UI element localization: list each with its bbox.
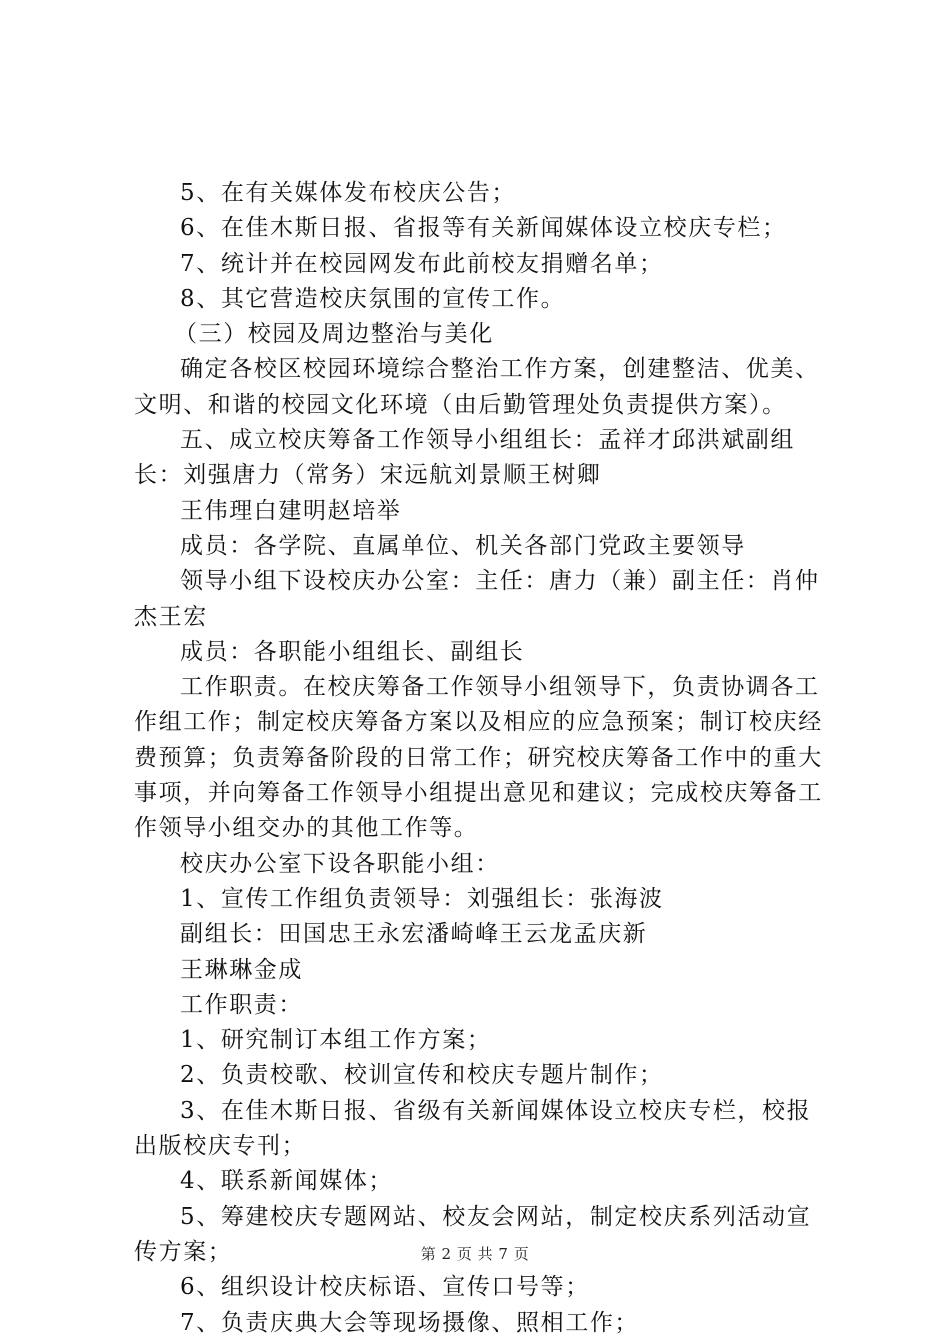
paragraph: 6、在佳木斯日报、省报等有关新闻媒体设立校庆专栏； <box>180 215 787 242</box>
paragraph: 成员：各职能小组组长、副组长 <box>180 638 525 665</box>
paragraph: 王伟理白建明赵培举 <box>180 497 402 524</box>
paragraph: 3、在佳木斯日报、省级有关新闻媒体设立校庆专栏，校报出版校庆专刊； <box>134 1097 812 1160</box>
paragraph: 5、筹建校庆专题网站、校友会网站，制定校庆系列活动宣传方案； <box>134 1203 812 1265</box>
paragraph: 8、其它营造校庆氛围的宣传工作。 <box>180 285 566 312</box>
paragraph: 工作职责： <box>180 991 303 1018</box>
paragraph: 5、在有关媒体发布校庆公告； <box>180 180 517 206</box>
paragraph: 7、负责庆典大会等现场摄像、照相工作； <box>180 1309 640 1336</box>
paragraph: 副组长：田国忠王永宏潘崎峰王云龙孟庆新 <box>180 921 648 948</box>
paragraph: 工作职责。在校庆筹备工作领导小组领导下，负责协调各工作组工作；制定校庆筹备方案以及相应的应急预案；制订校庆经费预算；负责筹备阶段的日常工作；研究校庆筹备工作中的重大事项，并向筹备工作领导小组提出意见和建议；完成校庆筹备工作领导小组交办的其他工作等。 <box>134 674 823 842</box>
document-body <box>134 176 834 1341</box>
paragraph: 领导小组下设校庆办公室：主任：唐力（兼）副主任：肖仲杰王宏 <box>134 568 820 630</box>
paragraph: 确定各校区校园环境综合整治工作方案，创建整洁、优美、文明、和谐的校园文化环境（由后勤管理处负责提供方案）。 <box>134 356 820 418</box>
section-heading: （三）校园及周边整治与美化 <box>174 321 494 348</box>
paragraph: 7、统计并在校园网发布此前校友捐赠名单； <box>180 250 664 277</box>
page-number: 第 2 页 共 7 页 <box>420 1245 530 1263</box>
paragraph: 校庆办公室下设各职能小组： <box>180 850 500 877</box>
paragraph: 1、研究制订本组工作方案； <box>180 1027 492 1054</box>
paragraph: 4、联系新闻媒体； <box>180 1168 394 1195</box>
paragraph: 王琳琳金成 <box>180 956 303 983</box>
paragraph: 五、成立校庆筹备工作领导小组组长：孟祥才邱洪斌副组长：刘强唐力（常务）宋远航刘景顺王树卿 <box>134 427 795 489</box>
paragraph: 6、组织设计校庆标语、宣传口号等； <box>180 1274 590 1301</box>
paragraph: 2、负责校歌、校训宣传和校庆专题片制作； <box>180 1062 664 1089</box>
paragraph: 1、宣传工作组负责领导：刘强组长：张海波 <box>180 885 664 912</box>
paragraph: 成员：各学院、直属单位、机关各部门党政主要领导 <box>180 532 746 559</box>
